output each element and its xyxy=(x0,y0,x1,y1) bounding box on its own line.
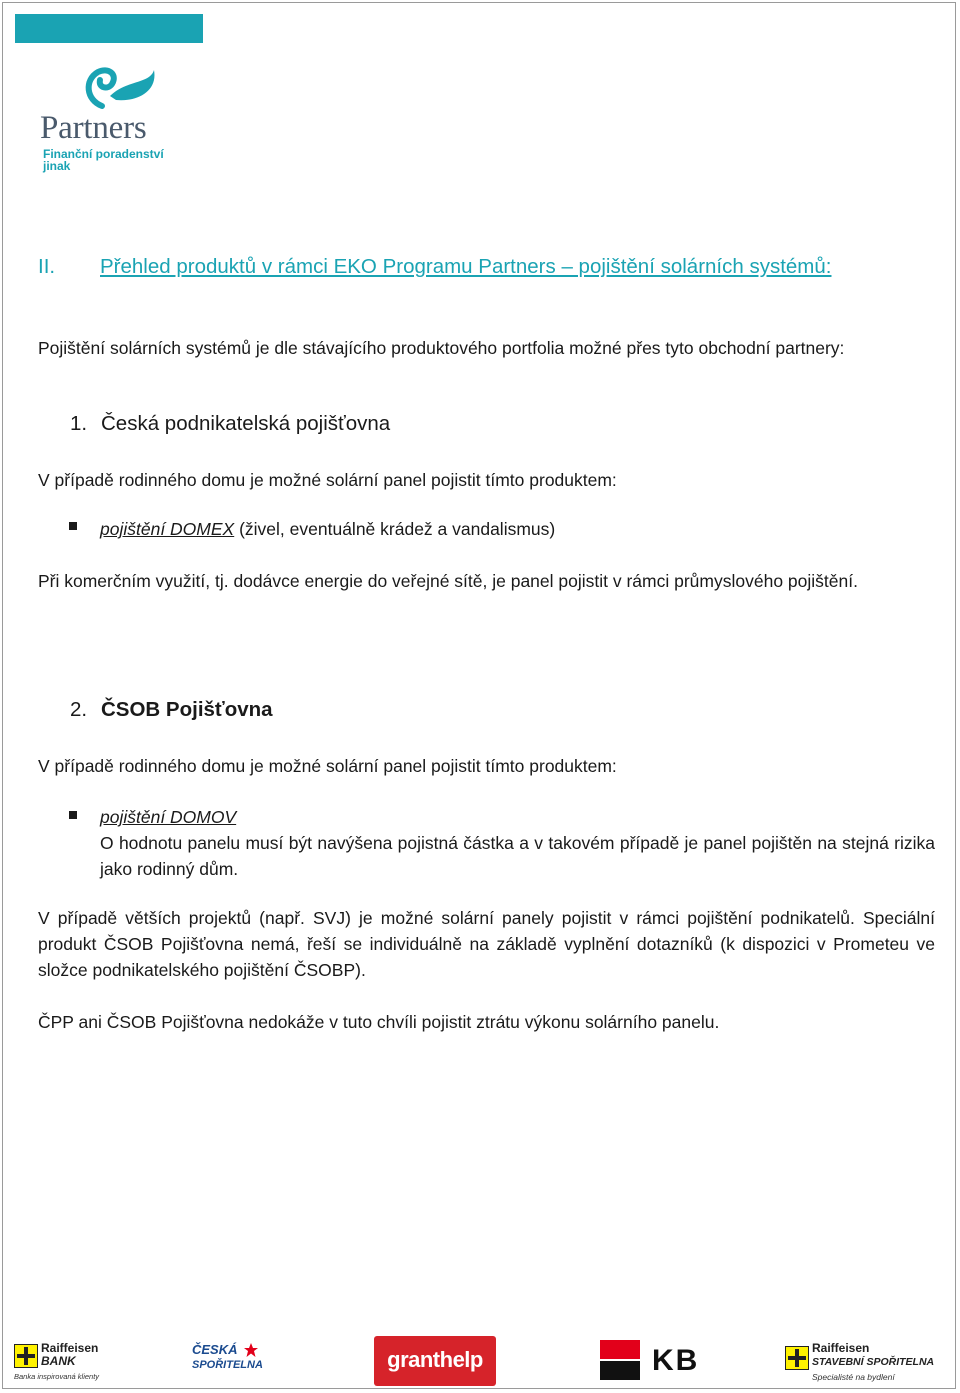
page-heading xyxy=(38,255,831,279)
section-1-lead: V případě rodinného domu je možné solární panel pojistit tímto produktem: xyxy=(38,470,617,490)
kb-logo xyxy=(600,1340,712,1382)
raiffeisen-ss-name: Raiffeisen xyxy=(812,1341,870,1355)
section-2-product xyxy=(100,804,935,882)
raiffeisen-tagline: Banka inspirovaná klienty xyxy=(14,1372,100,1381)
product-domov: pojištění DOMOV xyxy=(100,807,237,827)
logo-tagline: Finanční poradenství jinak xyxy=(43,147,164,173)
kb-text: KB xyxy=(652,1344,700,1377)
heading-title: Přehled produktů v rámci EKO Programu Partners – pojištění solárních systémů: xyxy=(100,255,832,278)
bullet-icon xyxy=(69,811,77,819)
logo-wordmark: Partners xyxy=(40,110,147,146)
intro-paragraph: Pojištění solárních systémů je dle stávajícího produktového portfolia možné přes tyto obchodní partnery: xyxy=(38,338,845,358)
page-frame xyxy=(2,2,956,1389)
cs-line1: ČESKÁ xyxy=(192,1342,238,1357)
heading-number: II. xyxy=(38,255,56,278)
cs-star-icon xyxy=(244,1343,258,1357)
raiffeisen-bank-sub: BANK xyxy=(41,1354,76,1368)
section-1-note: Při komerčním využití, tj. dodávce energie do veřejné sítě, je panel pojistit v rámci průmyslového pojištění. xyxy=(38,571,858,591)
product-domov-note: O hodnotu panelu musí být navýšena pojistná částka a v takovém případě je panel pojištěn na stejná rizika jako rodinný dům. xyxy=(100,833,935,879)
ceska-sporitelna-logo xyxy=(192,1342,268,1376)
kb-black-block xyxy=(600,1360,640,1380)
section-2-title xyxy=(70,698,273,722)
product-domex: pojištění DOMEX xyxy=(100,519,235,539)
product-domex-note: (živel, eventuálně krádež a vandalismus) xyxy=(239,519,556,539)
partners-logo xyxy=(40,66,180,173)
bullet-icon xyxy=(69,522,77,530)
section-2-number: 2. xyxy=(70,698,88,721)
raiffeisen-bank-logo xyxy=(14,1342,106,1384)
raiffeisen-cross-icon xyxy=(14,1344,38,1368)
section-2-lead: V případě rodinného domu je možné solární panel pojistit tímto produktem: xyxy=(38,756,617,776)
raiffeisen-stavebni-logo xyxy=(785,1342,951,1386)
raiffeisen-name: Raiffeisen xyxy=(41,1341,99,1355)
section-1-product xyxy=(100,516,935,542)
section-1-number: 1. xyxy=(70,412,88,435)
kb-red-block xyxy=(600,1340,640,1360)
section-2-name: ČSOB Pojišťovna xyxy=(101,698,273,721)
header-accent-bar xyxy=(15,14,203,43)
section-2-note: V případě větších projektů (např. SVJ) je možné solární panely pojistit v rámci pojištění podnikatelů. Speciální produkt ČSOB Pojišťovna nemá, řeší se individuálně na základě vyplnění dotazníků (k dispozici v Prometeu ve složce podnikatelského pojištění ČSOBP). xyxy=(38,908,935,980)
section-1-title xyxy=(70,412,390,436)
cs-line2: SPOŘITELNA xyxy=(192,1359,263,1371)
raiffeisen-ss-cross-icon xyxy=(785,1346,809,1370)
partners-leaf-icon xyxy=(80,66,160,112)
raiffeisen-ss-tagline: Specialisté na bydlení xyxy=(812,1372,895,1382)
granthelp-text: granthelp xyxy=(387,1347,483,1372)
section-1-name: Česká podnikatelská pojišťovna xyxy=(101,412,391,435)
raiffeisen-ss-sub: STAVEBNÍ SPOŘITELNA xyxy=(812,1356,935,1368)
closing-paragraph: ČPP ani ČSOB Pojišťovna nedokáže v tuto chvíli pojistit ztrátu výkonu solárního panelu. xyxy=(38,1012,720,1032)
granthelp-logo xyxy=(374,1336,496,1386)
